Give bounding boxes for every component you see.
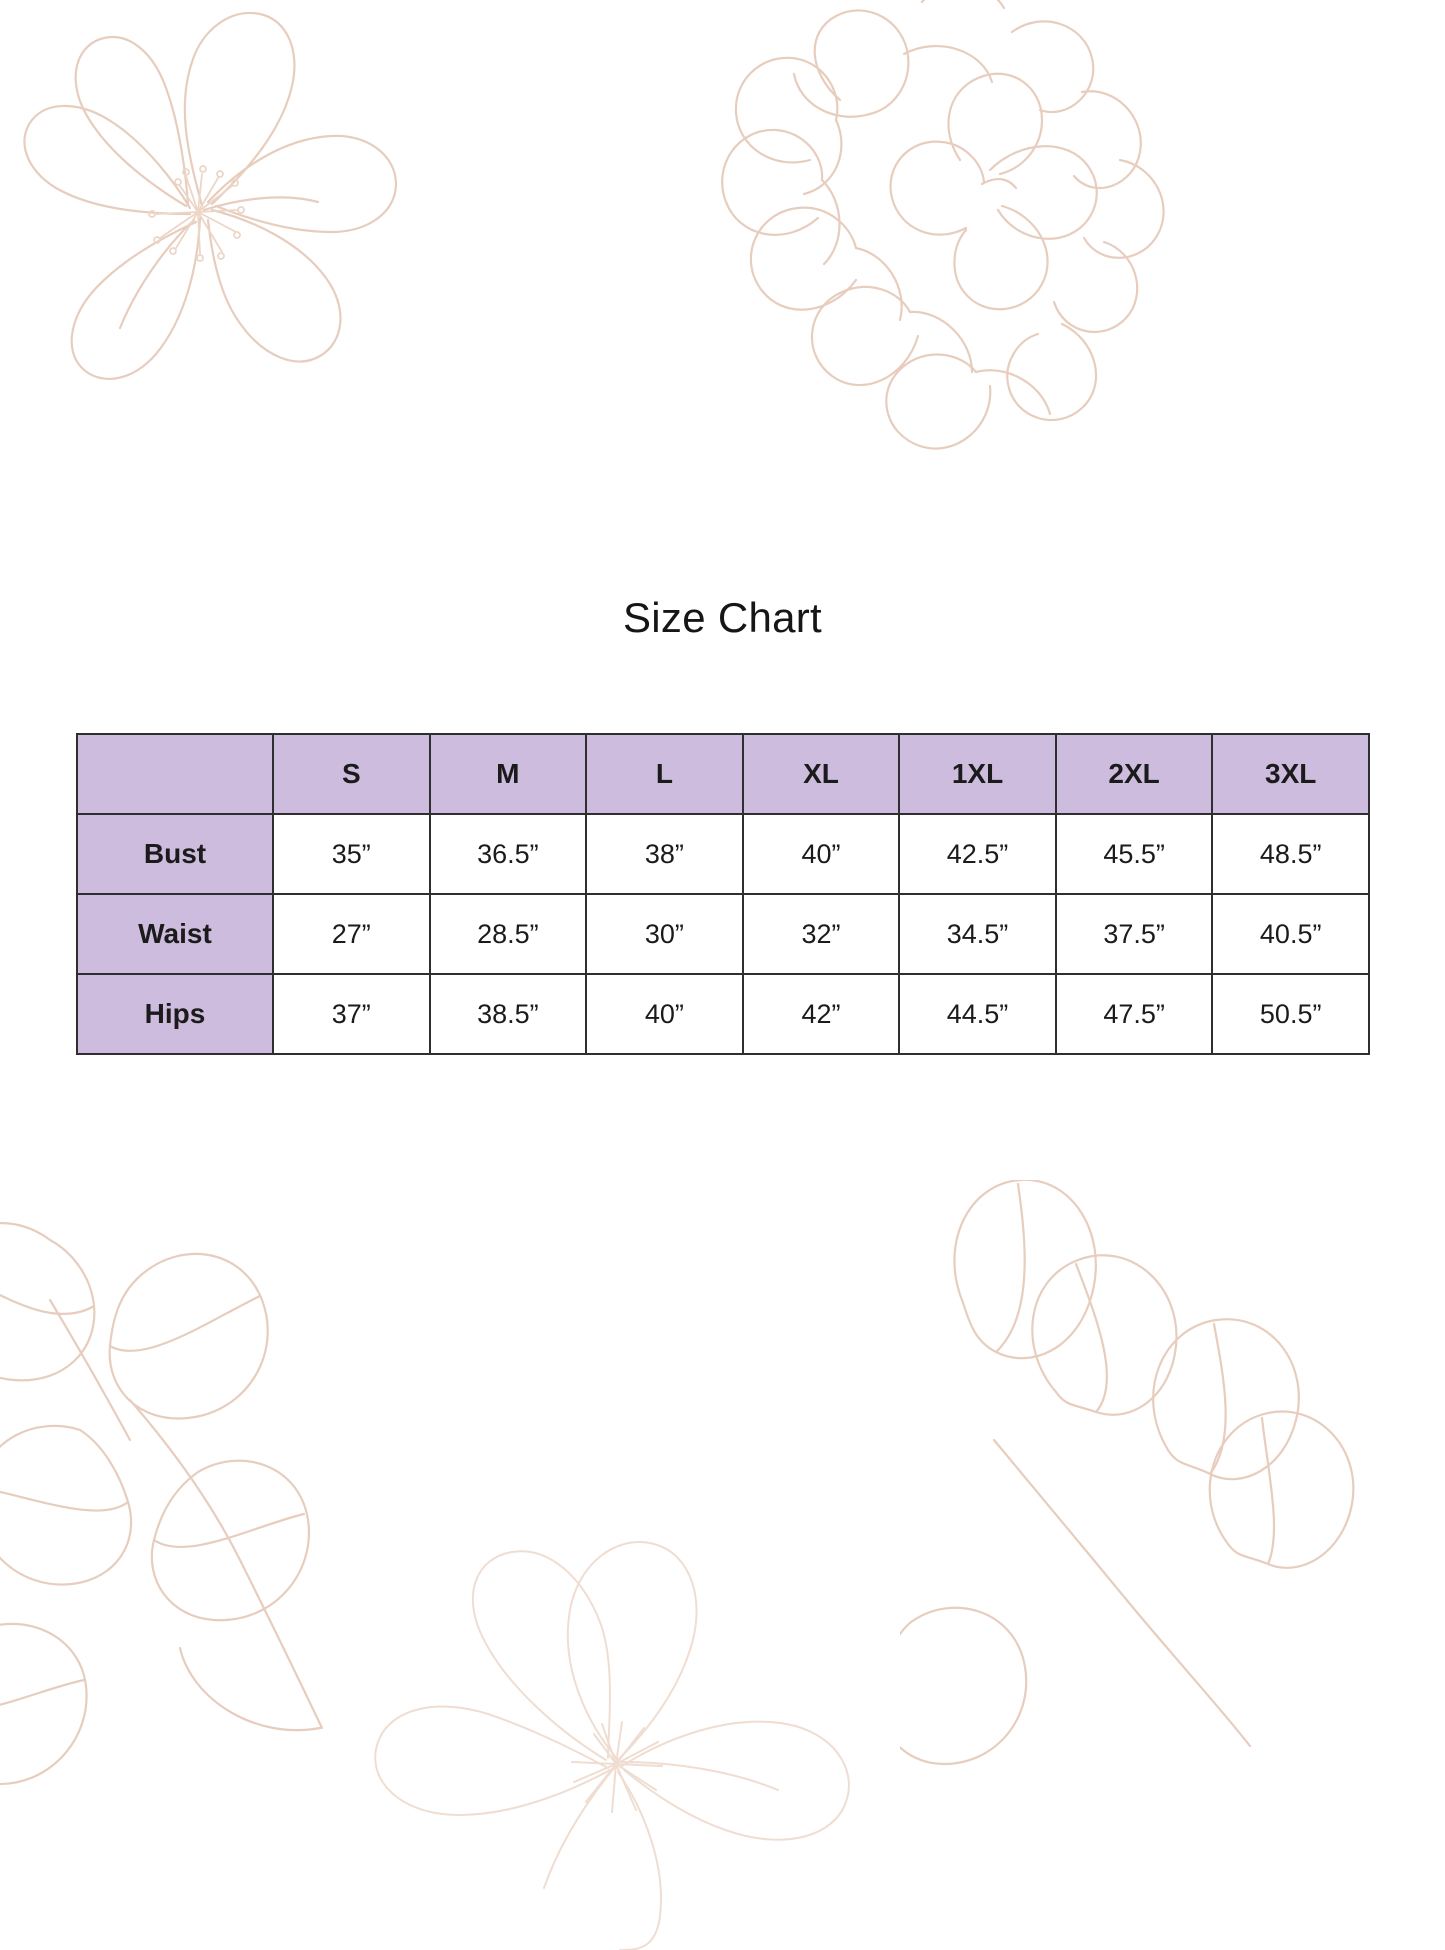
cell-bust-xl: 40” bbox=[743, 814, 900, 894]
cell-hips-xl: 42” bbox=[743, 974, 900, 1054]
size-chart-table-wrapper bbox=[76, 733, 1370, 1055]
line-art-leaves-icon bbox=[0, 1180, 490, 1880]
column-header-l: L bbox=[586, 734, 743, 814]
line-art-flower-icon bbox=[0, 0, 460, 490]
cell-bust-s: 35” bbox=[273, 814, 430, 894]
column-header-m: M bbox=[430, 734, 587, 814]
cell-bust-m: 36.5” bbox=[430, 814, 587, 894]
cell-waist-m: 28.5” bbox=[430, 894, 587, 974]
column-header-3xl: 3XL bbox=[1212, 734, 1369, 814]
cell-bust-l: 38” bbox=[586, 814, 743, 894]
cell-hips-s: 37” bbox=[273, 974, 430, 1054]
column-header-2xl: 2XL bbox=[1056, 734, 1213, 814]
table-header-row bbox=[77, 734, 1369, 814]
cell-waist-s: 27” bbox=[273, 894, 430, 974]
page-title: Size Chart bbox=[622, 594, 823, 641]
row-header-hips: Hips bbox=[77, 974, 273, 1054]
line-art-flower-icon bbox=[230, 1470, 990, 1950]
table-row bbox=[77, 814, 1369, 894]
cell-waist-xl: 32” bbox=[743, 894, 900, 974]
column-header-xl: XL bbox=[743, 734, 900, 814]
cell-bust-2xl: 45.5” bbox=[1056, 814, 1213, 894]
size-chart-table bbox=[76, 733, 1370, 1055]
column-header-s: S bbox=[273, 734, 430, 814]
line-art-leaves-icon bbox=[900, 1180, 1445, 1880]
cell-hips-1xl: 44.5” bbox=[899, 974, 1056, 1054]
table-row bbox=[77, 894, 1369, 974]
row-header-waist: Waist bbox=[77, 894, 273, 974]
cell-bust-1xl: 42.5” bbox=[899, 814, 1056, 894]
column-header-1xl: 1XL bbox=[899, 734, 1056, 814]
table-corner-cell bbox=[77, 734, 273, 814]
cell-hips-2xl: 47.5” bbox=[1056, 974, 1213, 1054]
cell-hips-3xl: 50.5” bbox=[1212, 974, 1369, 1054]
line-art-peony-icon bbox=[690, 0, 1230, 480]
table-row bbox=[77, 974, 1369, 1054]
cell-bust-3xl: 48.5” bbox=[1212, 814, 1369, 894]
row-header-bust: Bust bbox=[77, 814, 273, 894]
cell-waist-1xl: 34.5” bbox=[899, 894, 1056, 974]
cell-waist-l: 30” bbox=[586, 894, 743, 974]
cell-hips-m: 38.5” bbox=[430, 974, 587, 1054]
cell-hips-l: 40” bbox=[586, 974, 743, 1054]
cell-waist-2xl: 37.5” bbox=[1056, 894, 1213, 974]
cell-waist-3xl: 40.5” bbox=[1212, 894, 1369, 974]
